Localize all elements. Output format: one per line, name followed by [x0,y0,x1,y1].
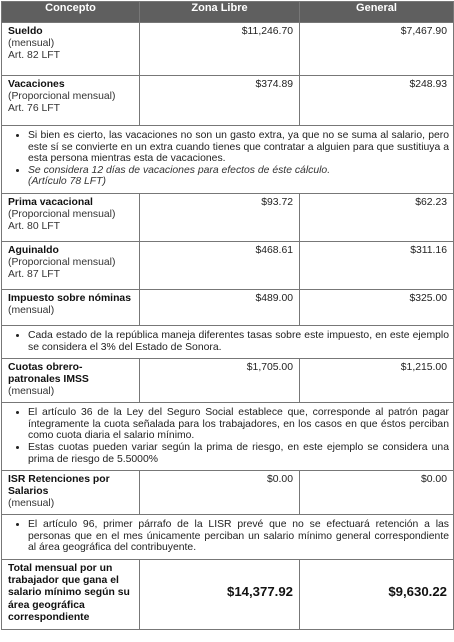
row-cuotas-imss [2,359,454,403]
amount-zona-libre: $489.00 [140,289,300,325]
concept-cell [2,471,140,515]
amount-zona-libre: $93.72 [140,193,300,241]
concept-reference: Art. 76 LFT [8,103,60,114]
header-concepto: Concepto [2,2,140,23]
concept-title: ISR Retenciones por Salarios [8,474,110,498]
amount-general: $62.23 [300,193,454,241]
concept-subtitle: (mensual) [8,498,55,510]
note-item [28,165,449,188]
concept-subtitle: (Proporcional mensual) [8,91,116,102]
concept-title: Sueldo [8,26,43,37]
concept-cell [2,193,140,241]
notes-list [6,130,449,188]
notes-cell [2,403,454,471]
row-prima-vacacional [2,193,454,241]
row-aguinaldo [2,241,454,289]
concept-cell [2,241,140,289]
total-general: $9,630.22 [300,559,454,629]
notes-cell [2,325,454,358]
amount-zona-libre: $11,246.70 [140,23,300,76]
amount-zona-libre: $374.89 [140,76,300,126]
header-general: General [300,2,454,23]
total-title: Total mensual por un trabajador que gana el salario mínimo según su área geográfica correspondiente [8,562,130,623]
header-row [2,2,454,23]
concept-reference: Art. 80 LFT [8,220,60,232]
concept-cell [2,559,140,629]
note-item: • Estas cuotas pueden variar según la prima de riesgo, en este ejemplo se considera una prima de riesgo de 5.5000% [28,442,449,465]
amount-general: $0.00 [300,471,454,515]
notes-isr [2,515,454,560]
notes-list [6,330,449,353]
row-vacaciones [2,76,454,126]
concept-subtitle: (mensual) [8,38,55,49]
row-sueldo [2,23,454,76]
concept-title: Vacaciones [8,79,65,90]
note-item: • Si bien es cierto, las vacaciones no son un gasto extra, ya que no se suma al salario, pero este sí se convierte en un extra cuando tienes que contratar a alguien para que sustitiuya a esta persona mientras esta de vacaciones. [28,130,449,165]
concept-title: Aguinaldo [8,244,59,256]
amount-zona-libre: $1,705.00 [140,359,300,403]
amount-general: $1,215.00 [300,359,454,403]
concept-reference: Art. 82 LFT [8,50,60,61]
note-reference: (Artículo 78 LFT) [28,176,106,188]
concept-subtitle: (mensual) [8,386,55,398]
amount-general: $7,467.90 [300,23,454,76]
concept-subtitle: (mensual) [8,304,55,316]
concept-title: Impuesto sobre nóminas [8,292,131,304]
total-zona-libre: $14,377.92 [140,559,300,629]
note-text: Se considera 12 días de vacaciones para efectos de éste cálculo. [28,164,331,176]
amount-zona-libre: $0.00 [140,471,300,515]
cost-table [1,1,454,630]
concept-reference: Art. 87 LFT [8,268,60,280]
notes-vacaciones [2,126,454,194]
notes-list [6,519,449,554]
row-total [2,559,454,629]
amount-general: $311.16 [300,241,454,289]
row-impuesto-nominas [2,289,454,325]
notes-cell [2,515,454,560]
note-item: • Cada estado de la república maneja diferentes tasas sobre este impuesto, en este ejemplo se considera el 3% del Estado de Sonora. [28,330,449,353]
concept-cell [2,359,140,403]
header-zona-libre: Zona Libre [140,2,300,23]
row-isr-retenciones [2,471,454,515]
concept-subtitle: (Proporcional mensual) [8,256,116,268]
concept-subtitle: (Proporcional mensual) [8,208,116,220]
amount-zona-libre: $468.61 [140,241,300,289]
concept-cell [2,289,140,325]
notes-cuotas [2,403,454,471]
concept-cell [2,76,140,126]
concept-cell [2,23,140,76]
amount-general: $325.00 [300,289,454,325]
note-item: • El artículo 36 de la Ley del Seguro Social establece que, corresponde al patrón pagar íntegramente la cuota señalada para los trabajadores, en los casos en que éstos perciban como cuota diaria el salario mínimo. [28,407,449,442]
notes-impuesto [2,325,454,358]
note-item: • El artículo 96, primer párrafo de la LISR prevé que no se efectuará retención a las personas que en el mes únicamente perciban un salario mínimo general correspondiente al área geográfica del contribuyente. [28,519,449,554]
concept-title: Cuotas obrero-patronales IMSS [8,362,89,386]
notes-cell [2,126,454,194]
amount-general: $248.93 [300,76,454,126]
concept-title: Prima vacacional [8,196,93,208]
notes-list [6,407,449,465]
